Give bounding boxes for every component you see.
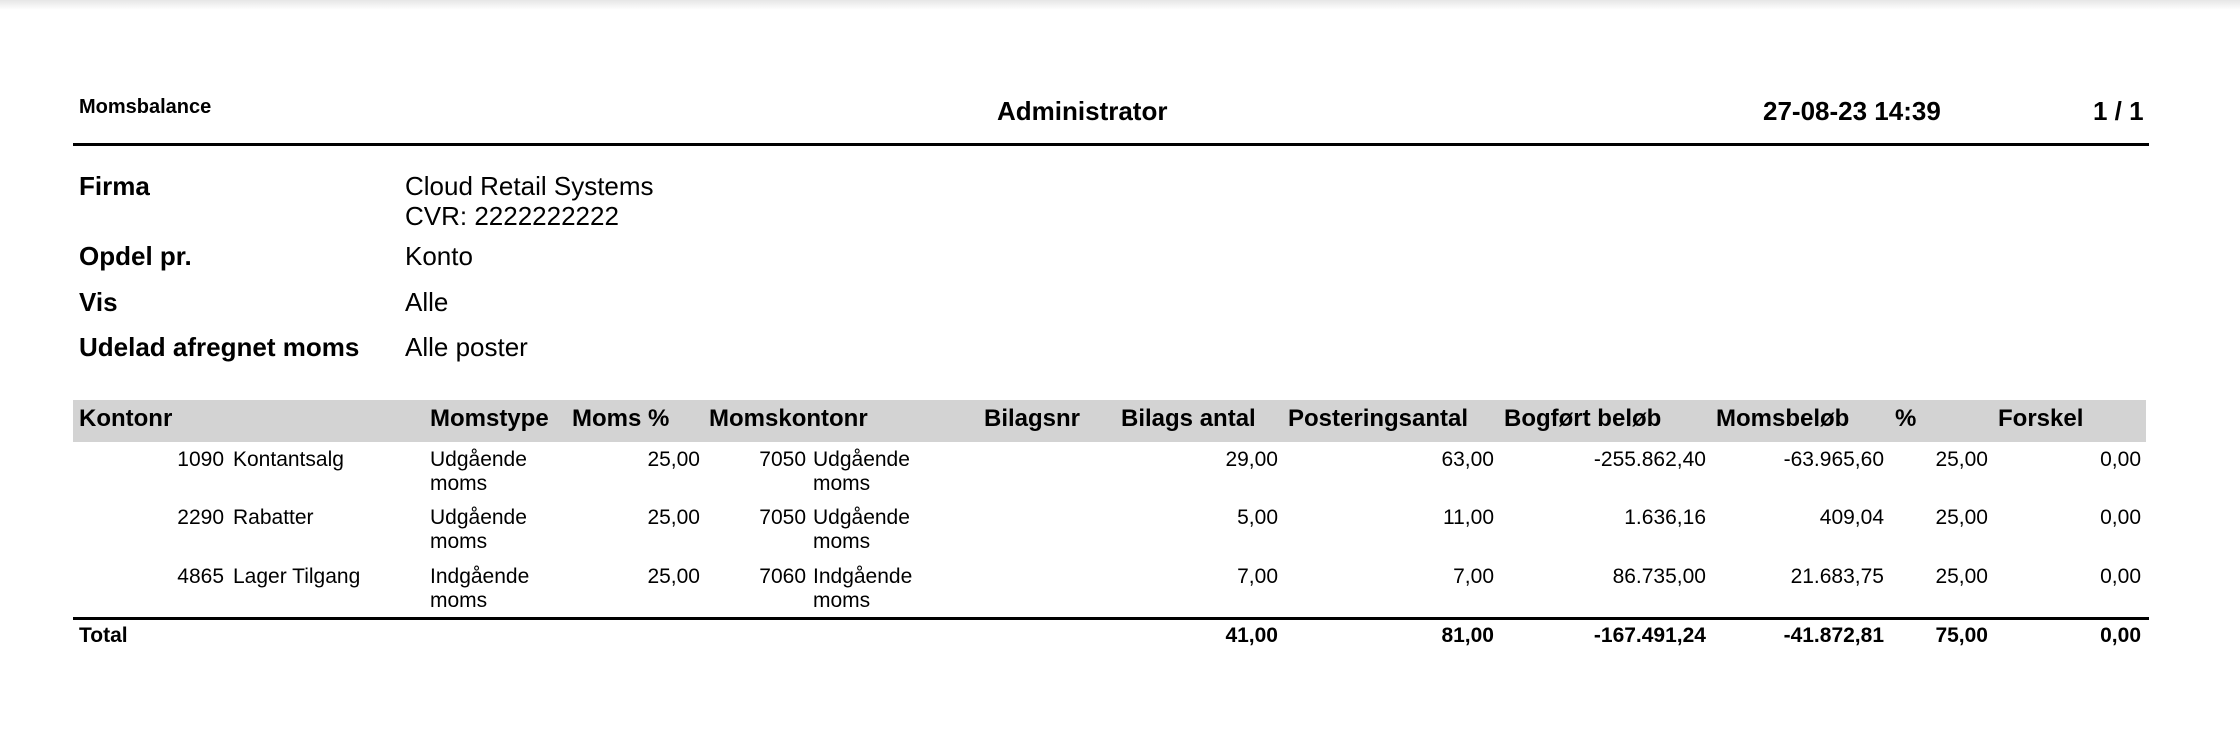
total-label: Total [79,624,128,647]
total-momsbeloeb: -41.872,81 [1783,624,1884,647]
cell-konto-nr: 2290 [177,506,224,529]
cell-momstype-line1: Udgående [430,506,527,529]
cell-konto-nr: 4865 [177,565,224,588]
cell-forskel: 0,00 [2100,565,2141,588]
col-bilagsnr: Bilagsnr [984,405,1081,432]
top-shade [0,0,2240,10]
cell-moms-pct: 25,00 [647,506,700,529]
cell-pct: 25,00 [1935,506,1988,529]
report-user: Administrator [997,96,1168,126]
cell-posteringsantal: 11,00 [1443,506,1494,529]
cell-momstype-line2: moms [430,589,488,612]
col-forskel: Forskel [1998,405,2084,432]
cell-bogfoert-beloeb: -255.862,40 [1593,448,1706,471]
col-bilags-antal: Bilags antal [1121,405,1256,432]
cell-konto-navn: Lager Tilgang [233,565,361,588]
cell-momskonto-line2: moms [813,472,871,495]
total-posteringsantal: 81,00 [1441,624,1494,647]
col-posteringsantal: Posteringsantal [1288,405,1469,432]
cell-pct: 25,00 [1935,565,1988,588]
vis-value: Alle [405,287,449,317]
vis-label: Vis [79,287,118,317]
cell-momskonto-line2: moms [813,530,871,553]
cell-momstype-line2: moms [430,530,488,553]
cell-momskonto-nr: 7060 [759,565,806,588]
page-number: 1 / 1 [2093,96,2144,126]
udelad-value: Alle poster [405,332,528,362]
cell-moms-pct: 25,00 [647,565,700,588]
cell-momsbeloeb: 409,04 [1819,506,1884,529]
col-kontonr: Kontonr [79,405,173,432]
header-rule [73,143,2149,146]
cell-forskel: 0,00 [2100,448,2141,471]
col-momskontonr: Momskontonr [709,405,868,432]
cell-momskonto-line1: Udgående [813,506,910,529]
cell-forskel: 0,00 [2100,506,2141,529]
total-rule [73,617,2149,620]
cell-momstype-line1: Udgående [430,448,527,471]
total-bogfoert: -167.491,24 [1593,624,1706,647]
udelad-label: Udelad afregnet moms [79,332,360,362]
cell-momskonto-nr: 7050 [759,506,806,529]
col-momstype: Momstype [430,405,549,432]
cell-konto-nr: 1090 [177,448,224,471]
cell-pct: 25,00 [1935,448,1988,471]
cell-bilags-antal: 7,00 [1237,565,1278,588]
cell-moms-pct: 25,00 [647,448,700,471]
firma-name: Cloud Retail Systems [405,171,654,201]
cell-konto-navn: Rabatter [233,506,314,529]
cell-momstype-line1: Indgående [430,565,530,588]
total-pct: 75,00 [1935,624,1988,647]
cell-konto-navn: Kontantsalg [233,448,344,471]
opdel-value: Konto [405,241,473,271]
total-forskel: 0,00 [2100,624,2141,647]
cell-momstype-line2: moms [430,472,488,495]
cell-bogfoert-beloeb: 86.735,00 [1612,565,1706,588]
cell-posteringsantal: 63,00 [1441,448,1494,471]
col-moms-pct: Moms % [572,405,670,432]
cell-bogfoert-beloeb: 1.636,16 [1624,506,1706,529]
col-momsbeloeb: Momsbeløb [1716,405,1850,432]
cell-bilags-antal: 29,00 [1225,448,1278,471]
cell-posteringsantal: 7,00 [1453,565,1494,588]
cell-momsbeloeb: 21.683,75 [1790,565,1884,588]
col-pct: % [1895,405,1917,432]
firma-label: Firma [79,171,150,201]
report-datetime: 27-08-23 14:39 [1763,96,1941,126]
cell-momskonto-line1: Udgående [813,448,910,471]
col-bogfoert-beloeb: Bogført beløb [1504,405,1662,432]
cell-momskonto-line1: Indgående [813,565,913,588]
total-bilags-antal: 41,00 [1225,624,1278,647]
cell-momskonto-line2: moms [813,589,871,612]
report-title: Momsbalance [79,96,212,118]
opdel-label: Opdel pr. [79,241,192,271]
firma-cvr: CVR: 2222222222 [405,201,619,231]
cell-momskonto-nr: 7050 [759,448,806,471]
cell-bilags-antal: 5,00 [1237,506,1278,529]
cell-momsbeloeb: -63.965,60 [1783,448,1884,471]
